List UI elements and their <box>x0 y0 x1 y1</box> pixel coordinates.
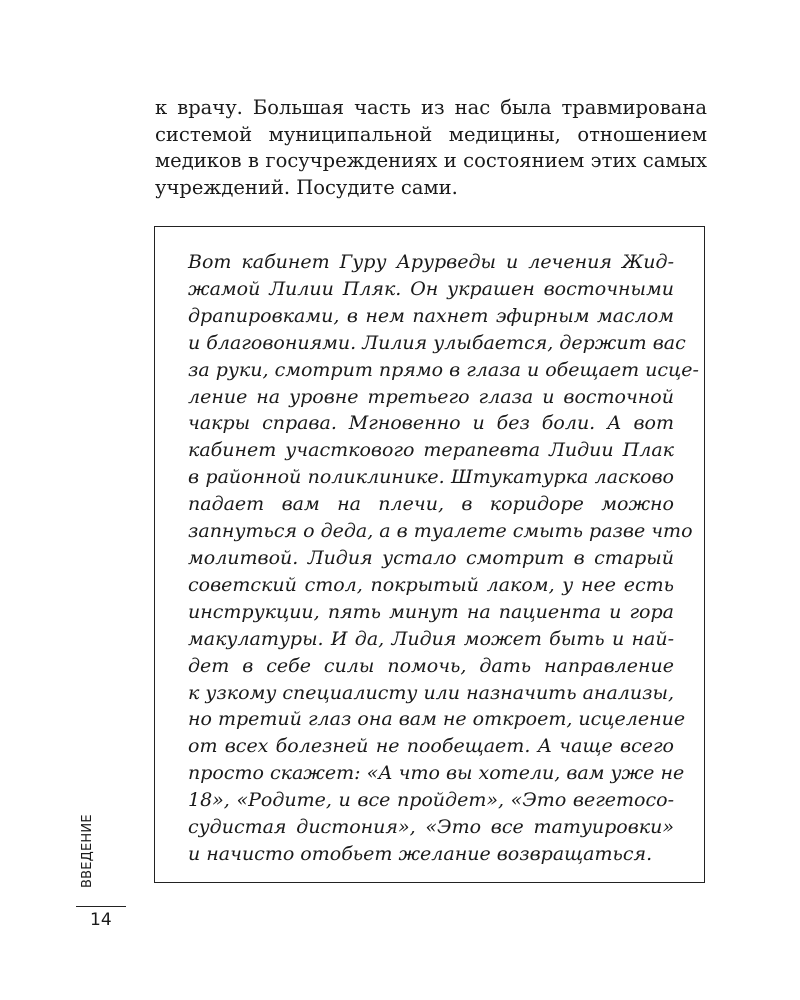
quote-line: просто скажет: «А что вы хотели, вам уже не <box>188 762 685 785</box>
section-label: ВВЕДЕНИЕ <box>80 814 95 888</box>
quote-line: 18», «Родите, и все пройдет», «Это вегетосо- <box>188 789 674 812</box>
quote-box <box>154 226 705 883</box>
quote-line: и благовониями. Лилия улыбается, держит вас <box>188 331 686 354</box>
quote-line: судистая дистония», «Это все татуировки» <box>188 816 674 839</box>
quote-line: запнуться о деда, а в туалете смыть разве что <box>188 520 693 543</box>
quote-paragraph <box>188 249 699 868</box>
quote-line: драпировками, в нем пахнет эфирным маслом <box>188 304 674 327</box>
quote-line: кабинет участкового терапевта Лидии Плак <box>188 439 674 462</box>
intro-line: медиков в госучреждениях и состоянием этих самых <box>155 149 707 172</box>
intro-line: системой муниципальной медицины, отношением <box>155 122 707 146</box>
quote-line: молитвой. Лидия устало смотрит в старый <box>188 546 674 569</box>
quote-line: в районной поликлинике. Штукатурка ласково <box>188 466 674 489</box>
quote-line: от всех болезней не пообещает. А чаще всего <box>188 735 674 758</box>
quote-line: но третий глаз она вам не откроет, исцеление <box>188 708 686 731</box>
quote-line: за руки, смотрит прямо в глаза и обещает исце- <box>188 358 699 381</box>
page-number: 14 <box>90 910 112 930</box>
quote-line: советский стол, покрытый лаком, у нее есть <box>188 573 674 596</box>
intro-line: к врачу. Большая часть из нас была травмирована <box>155 96 707 119</box>
intro-paragraph <box>155 95 707 201</box>
quote-line: макулатуры. И да, Лидия может быть и най- <box>188 627 674 650</box>
quote-line: дет в себе силы помочь, дать направление <box>188 654 674 677</box>
page-number-rule <box>76 906 126 907</box>
quote-line: и начисто отобьет желание возвращаться. <box>188 842 653 865</box>
quote-line: ление на уровне третьего глаза и восточной <box>188 385 674 408</box>
intro-line: учреждений. Посудите сами. <box>155 175 458 199</box>
quote-line: инструкции, пять минут на пациента и гора <box>188 600 674 623</box>
quote-line: Вот кабинет Гуру Арурведы и лечения Жид- <box>188 251 674 273</box>
quote-line: падает вам на плечи, в коридоре можно <box>188 493 674 516</box>
quote-line: чакры справа. Мгновенно и без боли. А вот <box>188 412 674 435</box>
quote-line: к узкому специалисту или назначить анализы, <box>188 681 674 704</box>
quote-line: жамой Лилии Пляк. Он украшен восточными <box>188 277 674 300</box>
